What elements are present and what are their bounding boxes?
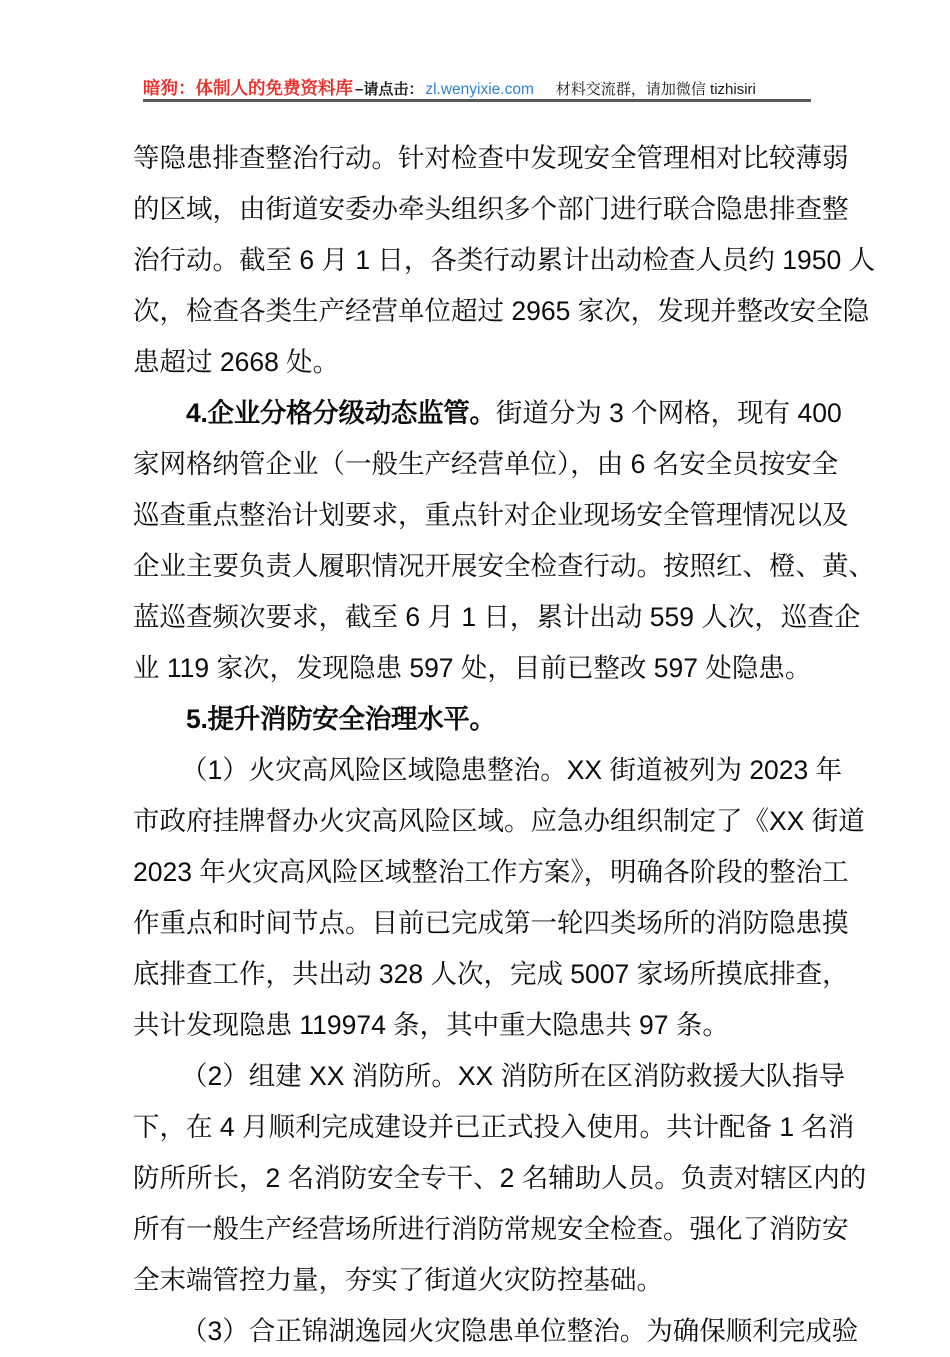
heading-4-trailing-text: 街道分为 3 个网格，现有 400 [495,398,842,428]
promo-url-link[interactable]: zl.wenyixie.com [425,80,534,98]
heading-5-label: 5.提升消防安全治理水平。 [186,704,496,734]
text-line-heading-4 [133,388,842,439]
text-line: （3）合正锦湖逸园火灾隐患单位整治。为确保顺利完成验 [181,1316,859,1346]
heading-4-label: 4.企业分格分级动态监管。 [186,398,496,428]
promo-header [143,64,811,98]
text-line: 业 119 家次，发现隐患 597 处，目前已整改 597 处隐患。 [133,653,812,683]
promo-brand-text: 暗狗：体制人的免费资料库 [143,77,353,98]
text-line: 防所所长，2 名消防安全专干、2 名辅助人员。负责对辖区内的 [133,1163,867,1193]
text-line: 底排查工作，共出动 328 人次，完成 5007 家场所摸底排查， [133,959,849,989]
text-line: 下，在 4 月顺利完成建设并已正式投入使用。共计配备 1 名消 [133,1112,855,1142]
text-line: 等隐患排查整治行动。针对检查中发现安全管理相对比较薄弱 [133,143,849,173]
text-line: （2）组建 XX 消防所。XX 消防所在区消防救援大队指导 [181,1061,846,1091]
text-line: 次，检查各类生产经营单位超过 2965 家次，发现并整改安全隐 [133,296,870,326]
text-line: 的区域，由街道安委办牵头组织多个部门进行联合隐患排查整 [133,194,849,224]
text-line: 作重点和时间节点。目前已完成第一轮四类场所的消防隐患摸 [133,908,849,938]
header-divider-rule [143,99,811,102]
text-line: 巡查重点整治计划要求，重点针对企业现场安全管理情况以及 [133,500,849,530]
text-line: 所有一般生产经营场所进行消防常规安全检查。强化了消防安 [133,1214,849,1244]
text-line: 患超过 2668 处。 [133,347,340,377]
text-line: 共计发现隐患 119974 条，其中重大隐患共 97 条。 [133,1010,729,1040]
text-line-heading-5 [133,694,815,745]
text-line: 蓝巡查频次要求，截至 6 月 1 日，累计出动 559 人次，巡查企 [133,602,861,632]
text-line: 全末端管控力量，夯实了街道火灾防控基础。 [133,1265,663,1295]
text-line: 市政府挂牌督办火灾高风险区域。应急办组织制定了《XX 街道 [133,806,865,836]
promo-click-label: –请点击： [355,80,424,98]
text-line: （1）火灾高风险区域隐患整治。XX 街道被列为 2023 年 [181,755,843,785]
text-line: 2023 年火灾高风险区域整治工作方案》，明确各阶段的整治工 [133,857,849,887]
text-line: 治行动。截至 6 月 1 日，各类行动累计出动检查人员约 1950 人 [133,245,876,275]
promo-group-note: 材料交流群，请加微信 tizhisiri [555,80,756,98]
text-line: 家网格纳管企业（一般生产经营单位），由 6 名安全员按安全 [133,449,839,479]
text-line: 企业主要负责人履职情况开展安全检查行动。按照红、橙、黄、 [133,551,875,581]
document-body [133,133,876,1357]
